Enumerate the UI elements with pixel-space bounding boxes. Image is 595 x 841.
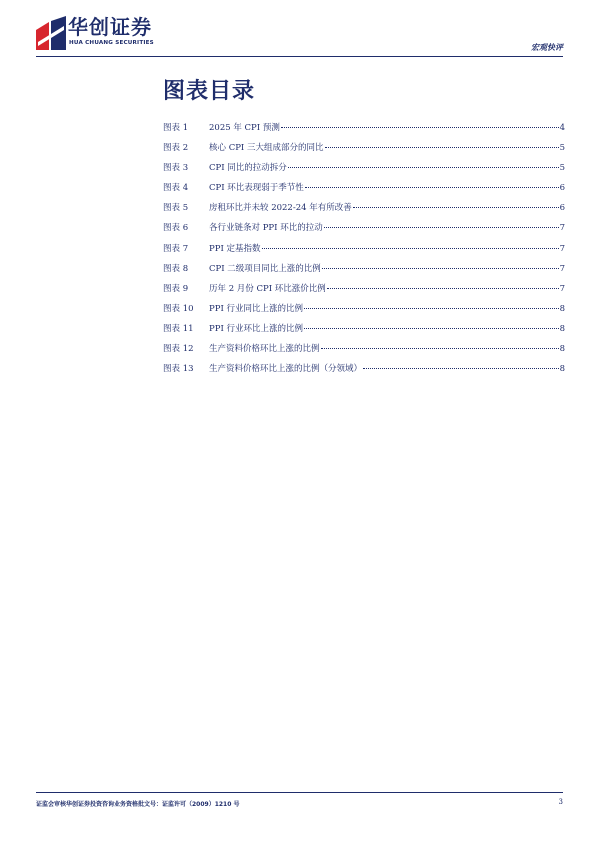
toc-item-page: 6 bbox=[559, 183, 565, 194]
toc-item[interactable] bbox=[163, 262, 565, 282]
toc-item[interactable] bbox=[163, 141, 565, 161]
toc-item-page: 8 bbox=[559, 364, 565, 375]
toc-item-number: 图表 11 bbox=[163, 323, 194, 334]
toc-item[interactable] bbox=[163, 121, 565, 141]
toc-item-page: 7 bbox=[559, 223, 565, 234]
toc-item-title: CPI 同比的拉动拆分 bbox=[209, 163, 287, 174]
toc-item[interactable] bbox=[163, 282, 565, 302]
toc-item-title: PPI 行业同比上涨的比例 bbox=[209, 303, 303, 314]
toc-item-title: 核心 CPI 三大组成部分的同比 bbox=[209, 143, 324, 154]
toc-item-leader bbox=[304, 308, 559, 309]
report-type-label: 宏观快评 bbox=[531, 43, 563, 52]
toc-item-title: PPI 定基指数 bbox=[209, 243, 261, 254]
toc-item-title: 生产资料价格环比上涨的比例（分领域） bbox=[209, 364, 363, 375]
toc-item-number: 图表 8 bbox=[163, 263, 189, 274]
toc-item-leader bbox=[305, 187, 559, 188]
toc-item-leader bbox=[363, 368, 559, 369]
toc-item-page: 8 bbox=[559, 323, 565, 334]
toc-item-page: 4 bbox=[559, 123, 565, 133]
toc-item-number: 图表 2 bbox=[163, 143, 189, 154]
header-divider bbox=[36, 56, 563, 57]
toc-list bbox=[163, 121, 565, 382]
toc-item-title: CPI 二级项目同比上涨的比例 bbox=[209, 263, 321, 274]
toc-title: 图表目录 bbox=[163, 79, 256, 104]
toc-item-page: 7 bbox=[559, 263, 565, 274]
toc-item-title: 各行业链条对 PPI 环比的拉动 bbox=[209, 223, 323, 234]
toc-item-leader bbox=[324, 227, 559, 228]
toc-item-page: 8 bbox=[559, 344, 565, 355]
toc-item[interactable] bbox=[163, 161, 565, 181]
toc-item-title: 生产资料价格环比上涨的比例 bbox=[209, 344, 320, 355]
logo-subtitle: HUA CHUANG SECURITIES bbox=[69, 40, 154, 46]
toc-item[interactable] bbox=[163, 342, 565, 362]
toc-item-title: 2025 年 CPI 预测 bbox=[209, 123, 280, 133]
toc-item-page: 5 bbox=[559, 143, 565, 154]
toc-item-number: 图表 5 bbox=[163, 203, 189, 214]
toc-item-leader bbox=[288, 167, 559, 168]
toc-item-number: 图表 10 bbox=[163, 303, 194, 314]
footer-license-text: 证监会审核华创证券投资咨询业务资格批文号：证监许可（2009）1210 号 bbox=[36, 801, 240, 808]
toc-item-page: 8 bbox=[559, 303, 565, 314]
toc-item-number: 图表 12 bbox=[163, 344, 194, 355]
toc-item[interactable] bbox=[163, 302, 565, 322]
toc-item-number: 图表 3 bbox=[163, 163, 189, 174]
logo-icon bbox=[36, 16, 66, 50]
toc-item-leader bbox=[281, 127, 559, 128]
toc-item-leader bbox=[322, 268, 559, 269]
toc-item-page: 6 bbox=[559, 203, 565, 214]
toc-item-leader bbox=[327, 288, 559, 289]
page-header bbox=[0, 0, 595, 58]
toc-item-title: CPI 环比表现弱于季节性 bbox=[209, 183, 304, 194]
toc-item-number: 图表 7 bbox=[163, 243, 189, 254]
toc-item-leader bbox=[262, 248, 559, 249]
toc-item-number: 图表 1 bbox=[163, 123, 189, 133]
toc-item-title: 历年 2 月份 CPI 环比涨价比例 bbox=[209, 283, 326, 294]
toc-item-number: 图表 9 bbox=[163, 283, 189, 294]
toc-item-page: 5 bbox=[559, 163, 565, 174]
toc-item-number: 图表 13 bbox=[163, 364, 194, 375]
logo-text: 华创证券 bbox=[68, 15, 152, 39]
page-number: 3 bbox=[558, 798, 563, 806]
toc-item[interactable] bbox=[163, 221, 565, 241]
toc-item[interactable] bbox=[163, 362, 565, 382]
toc-item[interactable] bbox=[163, 322, 565, 342]
toc-item-title: 房租环比并未较 2022-24 年有所改善 bbox=[209, 203, 352, 214]
toc-item[interactable] bbox=[163, 181, 565, 201]
toc-item-leader bbox=[304, 328, 559, 329]
toc-item-title: PPI 行业环比上涨的比例 bbox=[209, 323, 303, 334]
footer-divider bbox=[36, 792, 563, 793]
toc-item-leader bbox=[325, 147, 559, 148]
toc-item-page: 7 bbox=[559, 283, 565, 294]
toc-item-number: 图表 4 bbox=[163, 183, 189, 194]
toc-item-leader bbox=[353, 207, 559, 208]
toc-item-number: 图表 6 bbox=[163, 223, 189, 234]
toc-item[interactable] bbox=[163, 201, 565, 221]
toc-item[interactable] bbox=[163, 242, 565, 262]
toc-item-page: 7 bbox=[559, 243, 565, 254]
toc-item-leader bbox=[321, 348, 559, 349]
